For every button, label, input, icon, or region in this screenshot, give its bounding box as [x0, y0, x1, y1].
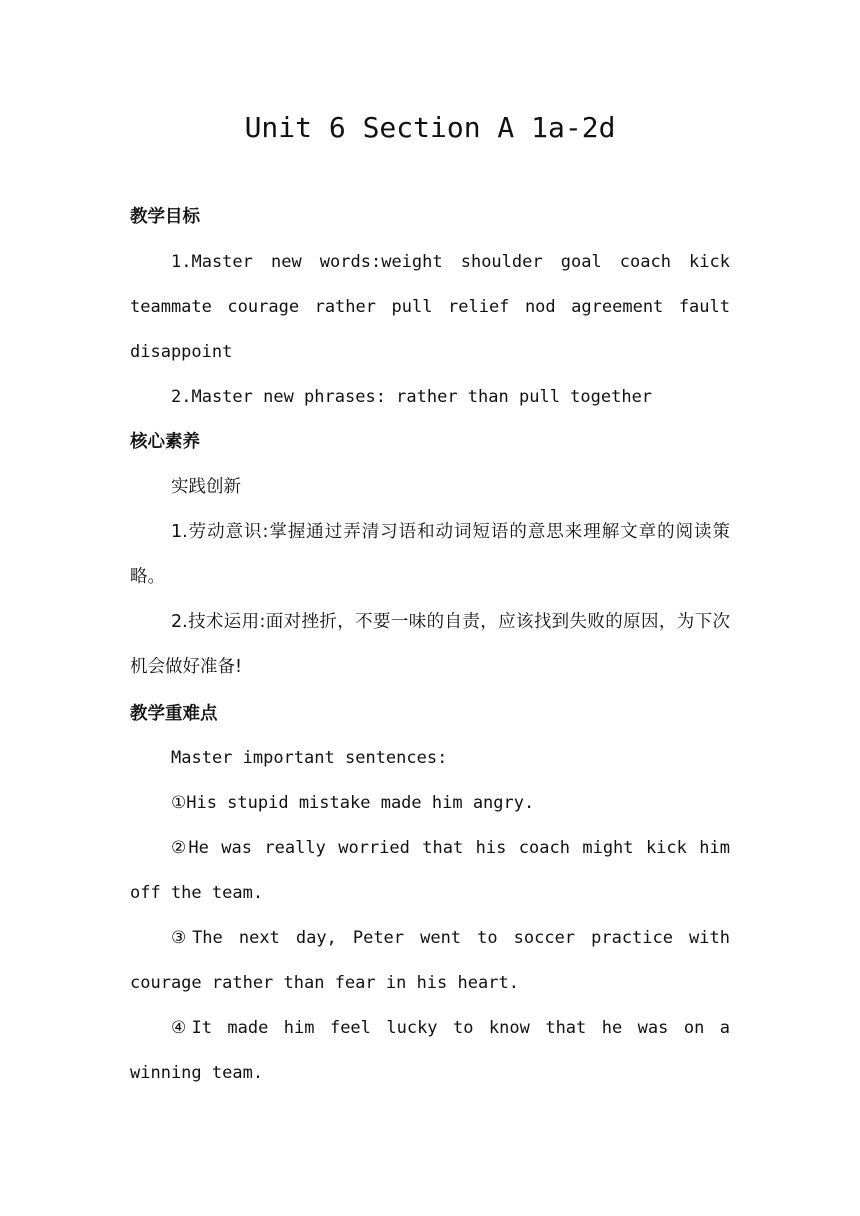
keypoints-intro: Master important sentences:: [171, 748, 448, 768]
objective-new-words: 1.Master new words:weight shoulder goal coach kick teammate courage rather pull relief nod agreement fault disappoint: [130, 252, 730, 362]
key-sentence-1: ①His stupid mistake made him angry.: [171, 793, 535, 813]
key-sentence-4: ④It made him feel lucky to know that he was on a winning team.: [130, 1018, 730, 1083]
key-sentence-3: ③The next day, Peter went to soccer practice with courage rather than fear in his heart.: [130, 928, 730, 993]
document-title: Unit 6 Section A 1a-2d: [244, 111, 616, 144]
heading-key-points: 教学重难点: [130, 704, 218, 724]
objective-new-phrases: 2.Master new phrases: rather than pull together: [171, 387, 653, 407]
key-sentence-2: ②He was really worried that his coach might kick him off the team.: [130, 838, 730, 903]
literacy-subheading: 实践创新: [171, 477, 241, 497]
literacy-item-2: 2.技术运用:面对挫折，不要一味的自责，应该找到失败的原因，为下次机会做好准备!: [130, 612, 730, 677]
heading-teaching-objectives: 教学目标: [130, 207, 200, 227]
literacy-item-1: 1.劳动意识:掌握通过弄清习语和动词短语的意思来理解文章的阅读策略。: [130, 522, 730, 587]
heading-core-literacy: 核心素养: [130, 432, 200, 452]
